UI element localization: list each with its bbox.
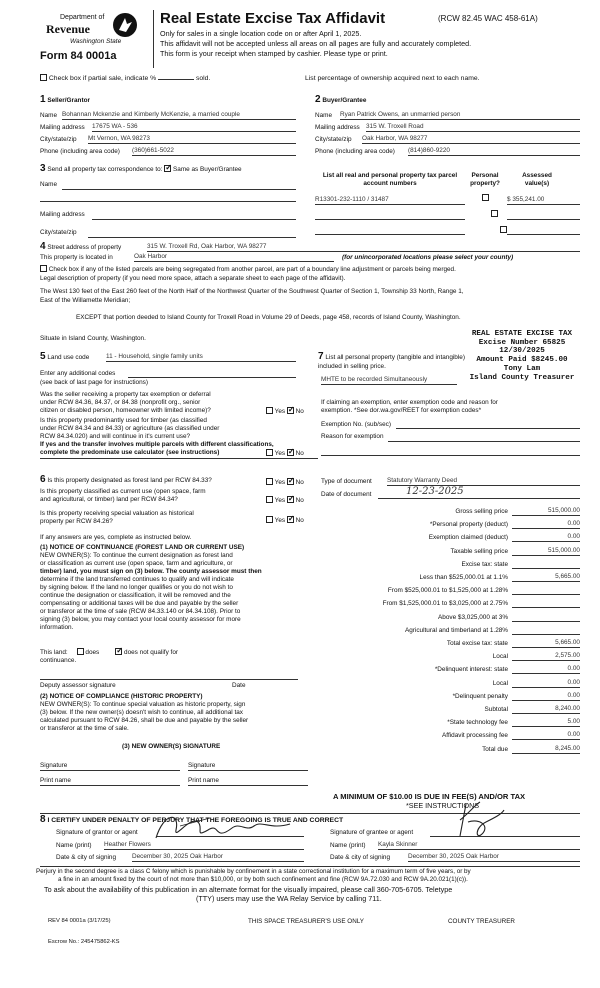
stamp-line6: Island County Treasurer [469, 373, 575, 382]
forest-yes-no [266, 478, 304, 487]
timber-q-yes-no [266, 449, 304, 458]
grantee-name-field[interactable]: Kayla Skinner [378, 841, 580, 850]
seller-name-field[interactable]: Bohannan Mckenzie and Kimberly McKenzie, a married couple [62, 111, 296, 120]
seller-name-label: Name [40, 112, 58, 119]
seller-heading-label: Seller/Grantor [47, 97, 90, 104]
unincorporated-note: (for unincorporated locations please select your county) [342, 254, 514, 261]
owner-print-name-field-1[interactable] [40, 785, 180, 786]
current-use-q-line1: Is this property classified as current use (open space, farm [40, 488, 206, 495]
grantee-date-field[interactable]: December 30, 2025 Oak Harbor [408, 853, 580, 862]
buyer-mailing-label: Mailing address [315, 124, 360, 131]
this-land-label: This land: [40, 649, 68, 656]
owner-print-name-label-2: Print name [188, 777, 219, 784]
partial-sale-label: Check box if partial sale, indicate % [48, 75, 157, 82]
tax-row-label: *Delinquent interest: state [434, 666, 508, 674]
stamp-line4: Amount Paid $8245.00 [476, 356, 568, 365]
tax-row-value[interactable]: 2,575.00 [512, 652, 580, 661]
tax-row-value[interactable] [512, 560, 580, 569]
correspondence-mailing-label: Mailing address [40, 211, 85, 218]
grantee-name-label: Name (print) [330, 842, 366, 849]
notice-line: calculated pursuant to RCW 84.26, shall be due and payable by the seller [40, 717, 249, 724]
located-in-label: This property is located in [40, 254, 113, 261]
section-8-number: 8 [40, 814, 46, 825]
tax-row-label: Total excise tax: state [446, 640, 508, 647]
legal-description-line2: East of the Willamette Meridian; [40, 297, 131, 304]
tax-row [321, 560, 580, 573]
notice-compliance-body [40, 701, 248, 733]
personal-property-checkbox-2[interactable] [491, 210, 498, 217]
land-use-field[interactable]: 11 - Household, single family units [106, 353, 296, 362]
grantor-date-field[interactable]: December 30, 2025 Oak Harbor [132, 853, 304, 862]
dept-line2: Revenue [46, 22, 90, 36]
yes-label: Yes [274, 408, 286, 415]
buyer-phone-field[interactable]: (814)860-9220 [408, 147, 580, 156]
exemption-no-checkbox[interactable] [287, 407, 294, 414]
header-line2: This affidavit will not be accepted unless all areas on all pages are fully and accurately completed. [160, 39, 472, 48]
does-label: does [85, 649, 100, 656]
notice-line: determine if the land transferred continues to qualify and will indicate [40, 576, 234, 583]
exemption-reason-field[interactable] [388, 441, 580, 442]
tax-row-value[interactable]: 5.00 [512, 718, 580, 727]
forest-land-q: Is this property designated as forest land per RCW 84.33? [47, 477, 212, 484]
legal-description-label: Legal description of property (if you need more space, attach a separate sheet to each page of the affidavit). [40, 275, 346, 282]
header-line1: Only for sales in a single location code on or after April 1, 2025. [160, 29, 362, 38]
grantor-name-field[interactable]: Heather Flowers [104, 841, 304, 850]
legal-description-line4: Situate in Island County, Washington. [40, 335, 146, 342]
exemption-claim-line2: exemption. *See dor.wa.gov/REET for exemption codes* [321, 407, 482, 414]
historic-q-line2: property per RCW 84.26? [40, 518, 113, 525]
personal-property-checkbox-1[interactable] [482, 194, 489, 201]
perjury-line2: a fine in an amount fixed by the court of not more than $10,000, or by both such confinement and fine (RCW 9A.72.030 and RCW 9A.20.021(1)(c)). [58, 876, 468, 883]
grantor-signature-image [150, 808, 300, 844]
parcel-number-field-3[interactable] [315, 234, 465, 235]
segregated-row [40, 265, 456, 274]
tax-row [321, 613, 580, 626]
grantee-date-label: Date & city of signing [330, 854, 391, 861]
current-use-yes-checkbox[interactable] [266, 496, 273, 503]
county-treasurer-label: COUNTY TREASURER [448, 918, 515, 925]
assessed-value-field[interactable]: $ 355,241.00 [507, 196, 580, 205]
does-not-label: does not qualify for [124, 649, 179, 656]
owner-signature-field-1[interactable] [40, 770, 180, 771]
section-7-number: 7 [318, 351, 324, 362]
parcel-table-head: List all real and personal property tax parcel account numbers [322, 172, 458, 187]
dor-logo-icon [112, 12, 138, 38]
grantor-date-label: Date & city of signing [56, 854, 117, 861]
tax-row [321, 679, 580, 692]
buyer-phone-label: Phone (including area code) [315, 148, 395, 155]
yes-label: Yes [274, 517, 286, 524]
notice-line: signing (3) below, you may contact your local county assessor for more [40, 616, 241, 623]
tax-row [321, 573, 580, 586]
exemption-q-line3: citizen or disabled person, homeowner with limited income)? [40, 407, 211, 414]
same-as-buyer-checkbox[interactable] [164, 165, 171, 172]
tax-row [321, 718, 580, 731]
section-1-number: 1 [40, 94, 46, 105]
document-type-field[interactable]: Statutory Warranty Deed [387, 477, 580, 486]
notice-compliance-head: (2) NOTICE OF COMPLIANCE (HISTORIC PROPERTY) [40, 693, 203, 700]
owner-signature-label-2: Signature [188, 762, 216, 769]
tax-row-label: Less than $525,000.01 at 1.1% [419, 574, 508, 581]
deputy-signature-label: Deputy assessor signature [40, 682, 116, 689]
document-date-field[interactable]: 12-23-2025 [378, 486, 580, 499]
tax-row-value[interactable] [512, 613, 580, 622]
treasurer-use-only: THIS SPACE TREASURER'S USE ONLY [248, 918, 364, 925]
tax-row-value[interactable]: 0.00 [512, 665, 580, 674]
grantor-name-label: Name (print) [56, 842, 92, 849]
no-label: No [295, 517, 304, 524]
street-address-field[interactable]: 315 W. Troxell Rd, Oak Harbor, WA 98277 [147, 243, 580, 252]
deputy-date-label: Date [232, 682, 246, 689]
historic-no-checkbox[interactable] [287, 516, 294, 523]
tax-row-value[interactable]: 8,240.00 [512, 705, 580, 714]
timber-yes-checkbox[interactable] [266, 449, 273, 456]
assessed-value-field-3[interactable] [507, 234, 580, 235]
dor-logo [40, 8, 150, 54]
tax-row-label: *Personal property (deduct) [429, 521, 508, 529]
exemption-number-field[interactable] [396, 428, 580, 429]
correspondence-city-label: City/state/zip [40, 229, 77, 236]
legal-description-line3: EXCEPT that portion deeded to Island County for Troxell Road in Volume 29 of Deeds, page 458, records of Island County, Washington. [76, 314, 461, 321]
exemption-number-label: Exemption No. (sub/sec) [321, 421, 391, 428]
continuance-label: continuance. [40, 657, 77, 664]
historic-yes-checkbox[interactable] [266, 516, 273, 523]
tax-row [321, 705, 580, 718]
tax-row-label: Taxable selling price [450, 547, 508, 555]
tax-row-value[interactable]: 0.00 [512, 679, 580, 688]
alt-format-line2: (TTY) users may use the WA Relay Service by calling 711. [196, 894, 382, 903]
stamp-line2: Excise Number 65825 [478, 338, 566, 347]
exemption-q-line2: under RCW 84.36, 84.37, or 84.38 (nonprofit org., senior [40, 399, 201, 406]
see-back-label: (see back of last page for instructions) [40, 379, 148, 386]
tax-row [321, 626, 580, 639]
timber-q-line1: Is this property predominantly used for timber (as classified [40, 417, 207, 424]
header-line3: This form is your receipt when stamped by cashier. Please type or print. [160, 49, 388, 58]
assessed-value-field-2[interactable] [507, 219, 580, 220]
buyer-city-field[interactable]: Oak Harbor, WA 98277 [362, 135, 580, 144]
treasurer-stamp [458, 330, 586, 382]
tax-row [321, 507, 580, 520]
tax-row-value[interactable]: 0.00 [512, 520, 580, 529]
notice-line: NEW OWNER(S): To continue the current designation as forest land [40, 552, 233, 559]
tax-row [321, 731, 580, 744]
form-title: Real Estate Excise Tax Affidavit [160, 10, 386, 27]
dept-line3: Washington State [70, 38, 122, 45]
timber-no-checkbox[interactable] [287, 449, 294, 456]
segregated-label: Check box if any of the listed parcels are being segregated from another parcel, are part of a boundary line adjustment or parcels being merged. [48, 266, 456, 273]
seller-city-label: City/state/zip [40, 136, 77, 143]
buyer-heading [315, 94, 366, 106]
section-5-number: 5 [40, 351, 46, 362]
buyer-mailing-field[interactable]: 315 W. Troxell Road [366, 123, 580, 132]
seller-mailing-field[interactable]: 17675 WA - 536 [92, 123, 296, 132]
owner-print-name-field-2[interactable] [188, 785, 308, 786]
tax-row-label: Total due [482, 745, 508, 753]
tax-row-value[interactable]: 0.00 [512, 692, 580, 701]
notice-line: NEW OWNER(S): To continue special valuation as historic property, sign [40, 701, 246, 708]
same-as-buyer-label: Same as Buyer/Grantee [173, 166, 242, 173]
correspondence-name-label: Name [40, 181, 58, 188]
tax-row-value[interactable] [512, 599, 580, 608]
yes-label: Yes [274, 479, 286, 486]
buyer-city-label: City/state/zip [315, 136, 352, 143]
notice-line: timber) land, you must sign on (3) below. The county assessor must then [40, 568, 262, 575]
section-2-number: 2 [315, 94, 321, 105]
tax-row-value[interactable]: 0.00 [512, 533, 580, 542]
sold-label: sold. [195, 75, 211, 82]
section-4-row [40, 241, 121, 253]
tax-row-label: Local [492, 653, 508, 661]
partial-sale-checkbox[interactable] [40, 74, 47, 81]
notice-line: by signing below. If the land no longer qualifies or you do not wish to [40, 584, 233, 591]
tax-row [321, 665, 580, 678]
historic-yes-no [266, 516, 304, 525]
notice-continuance-body [40, 552, 262, 632]
section-5-row [40, 351, 89, 363]
tax-row-label: Gross selling price [455, 508, 508, 515]
footer-rule [40, 866, 580, 867]
tax-row-value[interactable]: 0.00 [512, 731, 580, 740]
tax-row-label: *Delinquent penalty [452, 692, 508, 700]
seller-heading [40, 94, 90, 106]
exemption-yes-checkbox[interactable] [266, 407, 273, 414]
additional-codes-label: Enter any additional codes [40, 370, 116, 377]
tax-row-value[interactable]: 5,665.00 [512, 573, 580, 582]
header-divider [153, 10, 154, 68]
grantee-signature-label: Signature of grantee or agent [330, 829, 414, 836]
minimum-fee-note: A MINIMUM OF $10.00 IS DUE IN FEE(S) AND/OR TAX [333, 792, 526, 801]
section-3-label: Send all property tax correspondence to: [47, 166, 163, 173]
street-address-label: Street address of property [47, 244, 122, 251]
this-land-row [40, 648, 178, 657]
correspondence-name-field[interactable] [62, 189, 296, 190]
perjury-text-1: Perjury in the second degree is a class C felony which is punishable by confinement in a state correctional institution for a maximum term of five years, or by [36, 868, 471, 875]
certify-label: I CERTIFY UNDER PENALTY OF PERJURY THAT THE FOREGOING IS TRUE AND CORRECT [47, 817, 344, 824]
tax-row-label: Above $3,025,000 at 3% [438, 613, 508, 621]
grantee-signature-image [446, 800, 506, 842]
tax-row-label: From $525,000.01 to $1,525,000 at 1.28% [387, 587, 508, 595]
timber-q-line4: If yes and the transfer involves multiple parcels with different classifications, [40, 441, 274, 448]
no-label: No [295, 450, 304, 457]
correspondence-mailing-field[interactable] [92, 219, 296, 220]
tax-row-label: From $1,525,000.01 to $3,025,000 at 2.75% [382, 600, 508, 608]
partial-sale-input[interactable] [158, 79, 194, 80]
tax-row-value[interactable]: 515,000.00 [512, 507, 580, 516]
document-date-label: Date of document [321, 491, 372, 498]
stamp-line1: REAL ESTATE EXCISE TAX [471, 330, 573, 338]
tax-row [321, 745, 580, 758]
tax-row-value[interactable] [512, 626, 580, 635]
tax-row-label: Exemption claimed (deduct) [428, 534, 508, 542]
seller-phone-label: Phone (including area code) [40, 148, 120, 155]
seller-phone-field[interactable]: (360)661-5022 [132, 147, 296, 156]
current-use-q-line2: and agricultural, or timber) land per RCW 84.34? [40, 496, 178, 503]
perjury-line1 [36, 868, 471, 876]
legal-description-line1: The West 130 feet of the East 260 feet of the North Half of the Northwest Quarter of the Southwest Quarter of Section 1, Township 33 North, Range 1, [40, 288, 464, 295]
notice-line: or transferor at the time of sale. [40, 725, 129, 732]
current-use-no-checkbox[interactable] [287, 496, 294, 503]
forest-no-checkbox[interactable] [287, 478, 294, 485]
section-4-number: 4 [40, 241, 46, 252]
no-label: No [295, 497, 304, 504]
tax-row-value[interactable]: 515,000.00 [512, 547, 580, 556]
notice-continuance-head: (1) NOTICE OF CONTINUANCE (FOREST LAND OR CURRENT USE) [40, 544, 245, 551]
grantor-signature-label: Signature of grantor or agent [56, 829, 138, 836]
exemption-q-line1: Was the seller receiving a property tax exemption or deferral [40, 391, 211, 398]
exemption-reason-field-2[interactable] [321, 455, 580, 456]
correspondence-city-field[interactable] [88, 237, 296, 238]
correspondence-name-field-2[interactable] [40, 201, 296, 202]
section-3-row [40, 163, 242, 175]
stamp-line3: 12/30/2025 [499, 347, 545, 356]
partial-sale-row [40, 74, 210, 83]
new-owner-signature-head: (3) NEW OWNER(S) SIGNATURE [122, 743, 221, 750]
section-3-number: 3 [40, 163, 46, 174]
tax-row-value[interactable]: 5,665.00 [512, 639, 580, 648]
personal-property-head: Personal property? [470, 172, 500, 187]
notice-line: information. [40, 624, 74, 631]
tax-row [321, 599, 580, 612]
exemption-q-yes-no [266, 407, 304, 416]
form-rcw: (RCW 82.45 WAC 458-61A) [438, 14, 538, 23]
does-qualify-checkbox[interactable] [77, 648, 84, 655]
tax-row [321, 520, 580, 533]
tax-row-value[interactable]: 8,245.00 [512, 745, 580, 754]
form-revision: REV 84 0001a (3/17/25) [48, 918, 111, 924]
section-7-row [318, 351, 468, 371]
owner-signature-label-1: Signature [40, 762, 68, 769]
no-label: No [295, 408, 304, 415]
buyer-name-label: Name [315, 112, 333, 119]
if-any-yes: If any answers are yes, complete as instructed below. [40, 534, 192, 541]
tax-row [321, 639, 580, 652]
tax-row [321, 652, 580, 665]
tax-row-label: Local [492, 679, 508, 687]
notice-line: or transferor at the time of sale (RCW 84.33.140 or 84.34.108). Prior to [40, 608, 241, 615]
section-6-number: 6 [40, 474, 46, 485]
land-use-label: Land use code [47, 354, 90, 361]
yes-label: Yes [274, 450, 286, 457]
current-use-yes-no [266, 496, 304, 505]
tax-row [321, 533, 580, 546]
tax-row-value[interactable] [512, 586, 580, 595]
tax-row-label: Excise tax: state [461, 560, 508, 568]
tax-row-label: Agricultural and timberland at 1.28% [404, 626, 508, 634]
see-instructions-note: *SEE INSTRUCTIONS [406, 801, 480, 810]
form-number: Form 84 0001a [40, 50, 117, 62]
additional-codes-field[interactable] [128, 377, 296, 378]
no-label: No [295, 479, 304, 486]
document-type-label: Type of document [321, 478, 372, 485]
alt-format-line1: To ask about the availability of this publication in an alternate format for the visually impaired, please call 360-705-6705. Teletype [44, 885, 453, 894]
notice-line: continue the designation or classification, it will be removed and the [40, 592, 231, 599]
notice-line: or classification as current use (open space, farm and agriculture, or [40, 560, 233, 567]
notice-line: compensating or additional taxes will be due and payable by the seller [40, 600, 239, 607]
parcel-number-field[interactable]: R13301-232-1110 / 31487 [315, 196, 465, 205]
escrow-number: Escrow No.: 245475862-KS [48, 939, 120, 945]
personal-property-field[interactable]: MHTE to be recorded Simultaneously [321, 376, 457, 385]
notice-line: (3) below. If the new owner(s) doesn't wish to continue, all additional tax [40, 709, 243, 716]
tax-row-label: *State technology fee [447, 719, 508, 727]
yes-label: Yes [274, 497, 286, 504]
located-in-field[interactable]: Oak Harbor [134, 253, 334, 262]
timber-q-line5: complete the predominate use calculator (see instructions) [40, 449, 220, 456]
parcel-number-field-2[interactable] [315, 219, 465, 220]
owner-print-name-label-1: Print name [40, 777, 71, 784]
seller-mailing-label: Mailing address [40, 124, 85, 131]
tax-row [321, 547, 580, 560]
buyer-heading-label: Buyer/Grantee [322, 97, 367, 104]
tax-row [321, 586, 580, 599]
owner-signature-field-2[interactable] [188, 770, 308, 771]
tax-row [321, 692, 580, 705]
timber-q-line3: RCW 84.34.020) and will continue in it's current use? [40, 433, 191, 440]
personal-property-checkbox-3[interactable] [500, 226, 507, 233]
stamp-line5: Tony Lam [503, 364, 541, 373]
tax-row-label: Affidavit processing fee [442, 732, 508, 740]
does-not-qualify-checkbox[interactable] [115, 648, 122, 655]
exemption-reason-label: Reason for exemption [321, 433, 384, 440]
historic-q-line1: Is this property receiving special valuation as historical [40, 510, 194, 517]
exemption-claim-line1: If claiming an exemption, enter exemption code and reason for [321, 399, 498, 406]
forest-yes-checkbox[interactable] [266, 478, 273, 485]
segregated-checkbox[interactable] [40, 265, 47, 272]
timber-q-line2: under RCW 84.34 and 84.33) or agriculture (as classified under [40, 425, 220, 432]
deputy-signature-field[interactable] [40, 679, 298, 680]
buyer-name-field[interactable]: Ryan Patrick Owens, an unmarried person [340, 111, 580, 120]
section5-bottom-rule [40, 458, 318, 459]
seller-city-field[interactable]: Mt Vernon, WA 98273 [88, 135, 296, 144]
assessed-value-head: Assessed value(s) [522, 172, 552, 187]
dept-line1: Department of [60, 14, 105, 21]
tax-row-label: Subtotal [484, 706, 508, 713]
list-percentage-note: List percentage of ownership acquired next to each name. [305, 75, 480, 82]
personal-property-label: List all personal property (tangible and intangible) included in selling price. [318, 354, 465, 370]
section-6-row [40, 474, 212, 486]
